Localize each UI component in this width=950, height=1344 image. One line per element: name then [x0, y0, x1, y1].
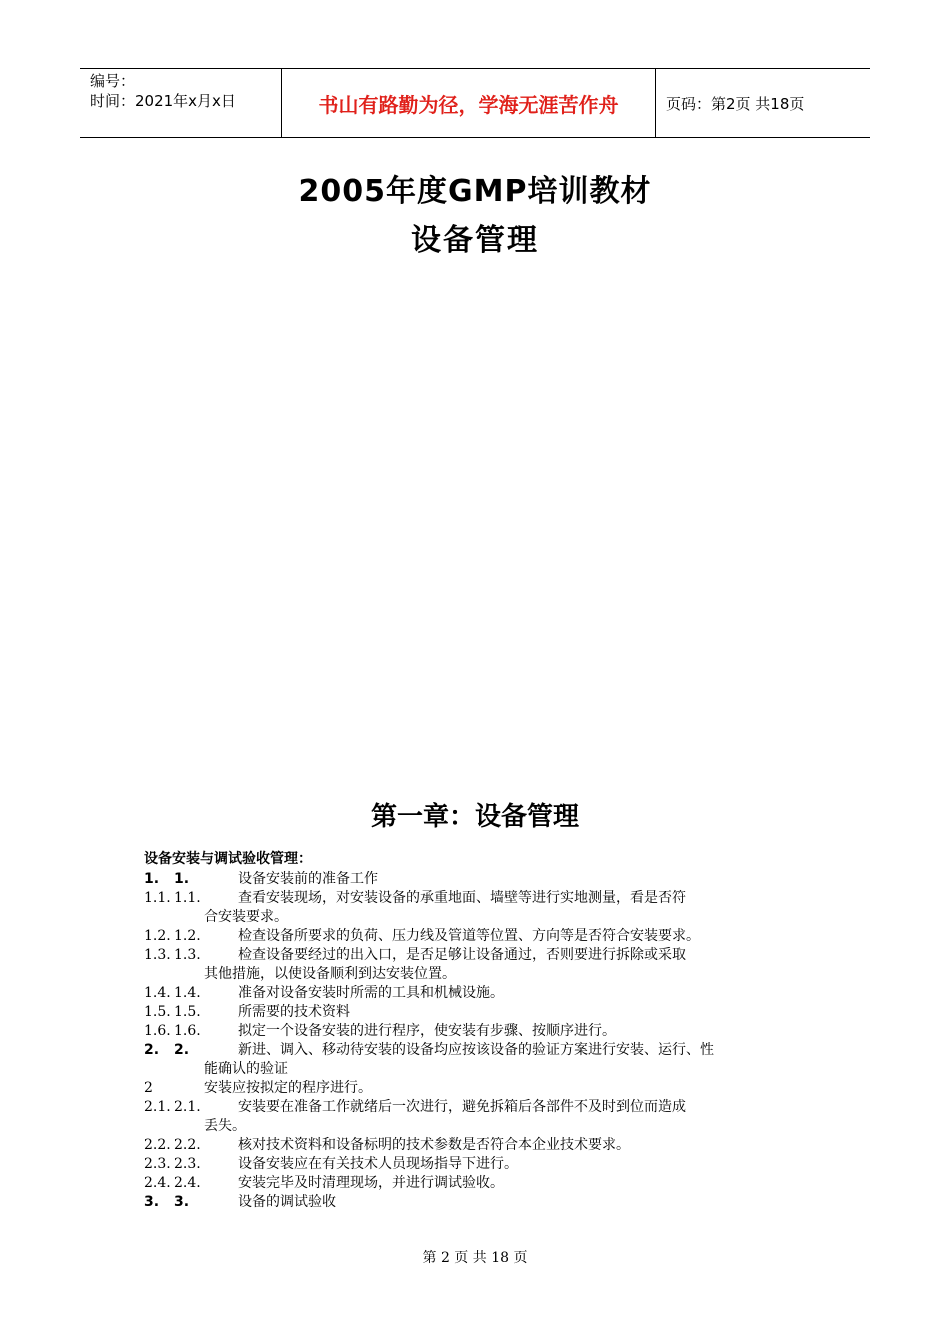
- item-number: 2.: [144, 1042, 160, 1058]
- item-continuation: 合安装要求。: [204, 909, 288, 925]
- item-subnumber: 1.3.: [174, 947, 201, 963]
- list-item: [144, 889, 824, 927]
- list-item: [144, 1193, 824, 1212]
- list-item: [144, 946, 824, 984]
- item-text: 安装要在准备工作就绪后一次进行，避免拆箱后各部件不及时到位而造成: [238, 1099, 686, 1115]
- header-page-info: 页码：第2页 共18页: [666, 94, 805, 113]
- list-item: [144, 1174, 824, 1193]
- item-subnumber: 1.6.: [174, 1023, 201, 1039]
- item-text: 拟定一个设备安装的进行程序，使安装有步骤、按顺序进行。: [238, 1023, 616, 1039]
- item-text: 查看安装现场，对安装设备的承重地面、墙壁等进行实地测量，看是否符: [238, 890, 686, 906]
- list-item: [144, 870, 824, 889]
- item-subnumber: 2.2.: [174, 1137, 201, 1153]
- item-text: 核对技术资料和设备标明的技术参数是否符合本企业技术要求。: [238, 1137, 630, 1153]
- list-item: [144, 927, 824, 946]
- item-list: [144, 870, 824, 1212]
- item-subnumber: 2.1.: [174, 1099, 201, 1115]
- item-subnumber: 2.: [174, 1042, 190, 1058]
- header-number: 编号：: [90, 72, 136, 90]
- document-body: [144, 850, 824, 1212]
- item-text: 检查设备要经过的出入口，是否足够让设备通过，否则要进行拆除或采取: [238, 947, 686, 963]
- chapter-title: 第一章：设备管理: [370, 802, 579, 832]
- header-motto: 书山有路勤为径，学海无涯苦作舟: [282, 69, 656, 137]
- item-text: 设备安装应在有关技术人员现场指导下进行。: [238, 1156, 518, 1172]
- item-number: 1.5.: [144, 1004, 171, 1020]
- page-footer: 第 2 页 共 18 页: [422, 1250, 528, 1266]
- list-item: [144, 1098, 824, 1136]
- item-text: 安装应按拟定的程序进行。: [204, 1080, 372, 1096]
- item-text: 检查设备所要求的负荷、压力线及管道等位置、方向等是否符合安装要求。: [238, 928, 700, 944]
- section-heading: 设备安装与调试验收管理：: [144, 851, 312, 867]
- item-continuation: 丢失。: [204, 1118, 246, 1134]
- item-number: 2.4.: [144, 1175, 171, 1191]
- item-subnumber: 2.3.: [174, 1156, 201, 1172]
- item-number: 1.3.: [144, 947, 171, 963]
- item-text: 设备安装前的准备工作: [238, 871, 378, 887]
- item-text: 准备对设备安装时所需的工具和机械设施。: [238, 985, 504, 1001]
- item-number: 1.6.: [144, 1023, 171, 1039]
- list-item: [144, 1136, 824, 1155]
- item-subnumber: 1.2.: [174, 928, 201, 944]
- item-number: 2.2.: [144, 1137, 171, 1153]
- header-meta: [80, 69, 282, 137]
- item-number: 2.3.: [144, 1156, 171, 1172]
- item-number: 1.2.: [144, 928, 171, 944]
- item-text: 设备的调试验收: [238, 1194, 336, 1210]
- item-number: 2.1.: [144, 1099, 171, 1115]
- item-subnumber: 3.: [174, 1194, 190, 1210]
- page-header: [80, 68, 870, 138]
- item-number: 1.: [144, 871, 160, 887]
- item-subnumber: 1.5.: [174, 1004, 201, 1020]
- item-text: 安装完毕及时清理现场，并进行调试验收。: [238, 1175, 504, 1191]
- item-number: 3.: [144, 1194, 160, 1210]
- item-number: 2: [144, 1080, 153, 1096]
- list-item: [144, 1003, 824, 1022]
- list-item: [144, 1041, 824, 1079]
- item-subnumber: 1.: [174, 871, 190, 887]
- item-number: 1.1.: [144, 890, 171, 906]
- list-item: [144, 1079, 824, 1098]
- item-number: 1.4.: [144, 985, 171, 1001]
- item-text: 所需要的技术资料: [238, 1004, 350, 1020]
- item-subnumber: 1.1.: [174, 890, 201, 906]
- list-item: [144, 1155, 824, 1174]
- item-subnumber: 2.4.: [174, 1175, 201, 1191]
- document-subtitle: 设备管理: [411, 223, 539, 258]
- item-subnumber: 1.4.: [174, 985, 201, 1001]
- list-item: [144, 1022, 824, 1041]
- header-time: 时间：2021年x月x日: [90, 92, 236, 110]
- item-continuation: 能确认的验证: [204, 1061, 288, 1077]
- item-continuation: 其他措施，以使设备顺利到达安装位置。: [204, 966, 456, 982]
- list-item: [144, 984, 824, 1003]
- item-text: 新进、调入、移动待安装的设备均应按该设备的验证方案进行安装、运行、性: [238, 1042, 714, 1058]
- document-title: 2005年度GMP培训教材: [298, 174, 652, 209]
